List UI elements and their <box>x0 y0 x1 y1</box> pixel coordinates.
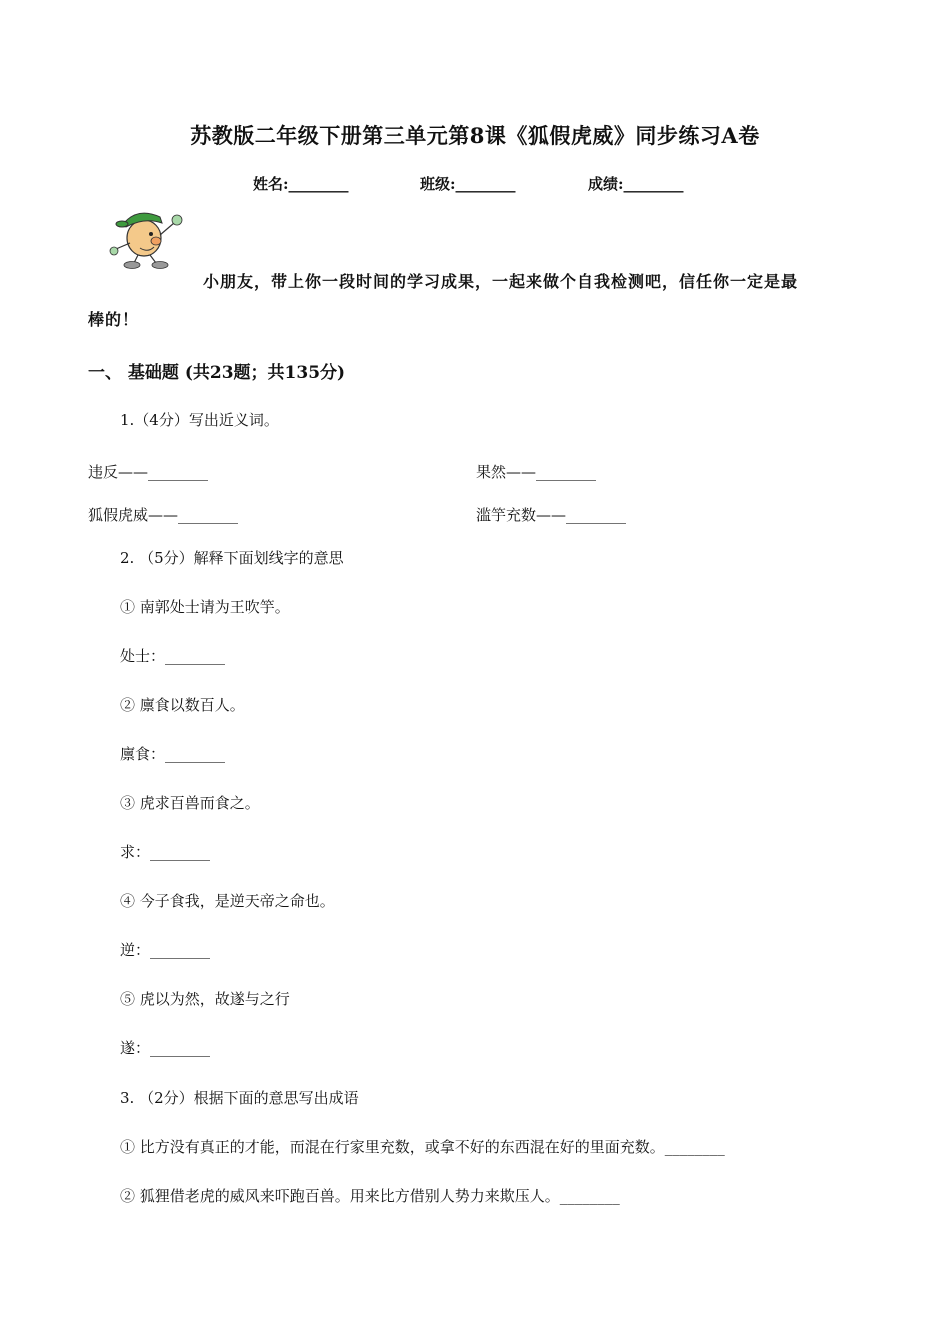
question-2-line: 廪食：________ <box>120 745 226 763</box>
score-field: 成绩:________ <box>588 175 684 193</box>
question-3-stem: 3. （2分）根据下面的意思写出成语 <box>120 1089 359 1107</box>
question-2-line: 处士：________ <box>120 647 226 665</box>
question-2-line: 求：________ <box>120 843 211 861</box>
question-2-line: ⑤ 虎以为然，故遂与之行 <box>120 990 290 1008</box>
question-3-line: ② 狐狸借老虎的威风来吓跑百兽。用来比方借别人势力来欺压人。________ <box>120 1187 620 1205</box>
question-3-line: ① 比方没有真正的才能，而混在行家里充数，或拿不好的东西混在好的里面充数。________ <box>120 1138 725 1156</box>
intro-line-1: 小朋友，带上你一段时间的学习成果，一起来做个自我检测吧，信任你一定是最 <box>203 272 799 291</box>
question-2-line: 逆：________ <box>120 941 211 959</box>
section-heading: 一、 基础题 (共23题；共135分) <box>88 363 346 383</box>
question-2-line: 遂：________ <box>120 1039 211 1057</box>
name-field: 姓名:________ <box>253 175 349 193</box>
question-2-line: ④ 今子食我，是逆天帝之命也。 <box>120 892 335 910</box>
question-2-line: ③ 虎求百兽而食之。 <box>120 794 260 812</box>
question-1-item: 果然——________ <box>476 463 597 481</box>
page-title: 苏教版二年级下册第三单元第8课《狐假虎威》同步练习A卷 <box>190 123 760 148</box>
intro-line-2: 棒的！ <box>88 310 140 329</box>
mascot-illustration <box>108 203 192 271</box>
question-2-line: ① 南郭处士请为王吹竽。 <box>120 598 290 616</box>
question-1-item: 狐假虎威——________ <box>88 506 239 524</box>
question-1-item: 滥竽充数——________ <box>476 506 627 524</box>
question-1-stem: 1.（4分）写出近义词。 <box>120 411 279 429</box>
question-2-stem: 2. （5分）解释下面划线字的意思 <box>120 549 344 567</box>
question-2-line: ② 廪食以数百人。 <box>120 696 245 714</box>
class-field: 班级:________ <box>420 175 516 193</box>
question-1-item: 违反——________ <box>88 463 209 481</box>
